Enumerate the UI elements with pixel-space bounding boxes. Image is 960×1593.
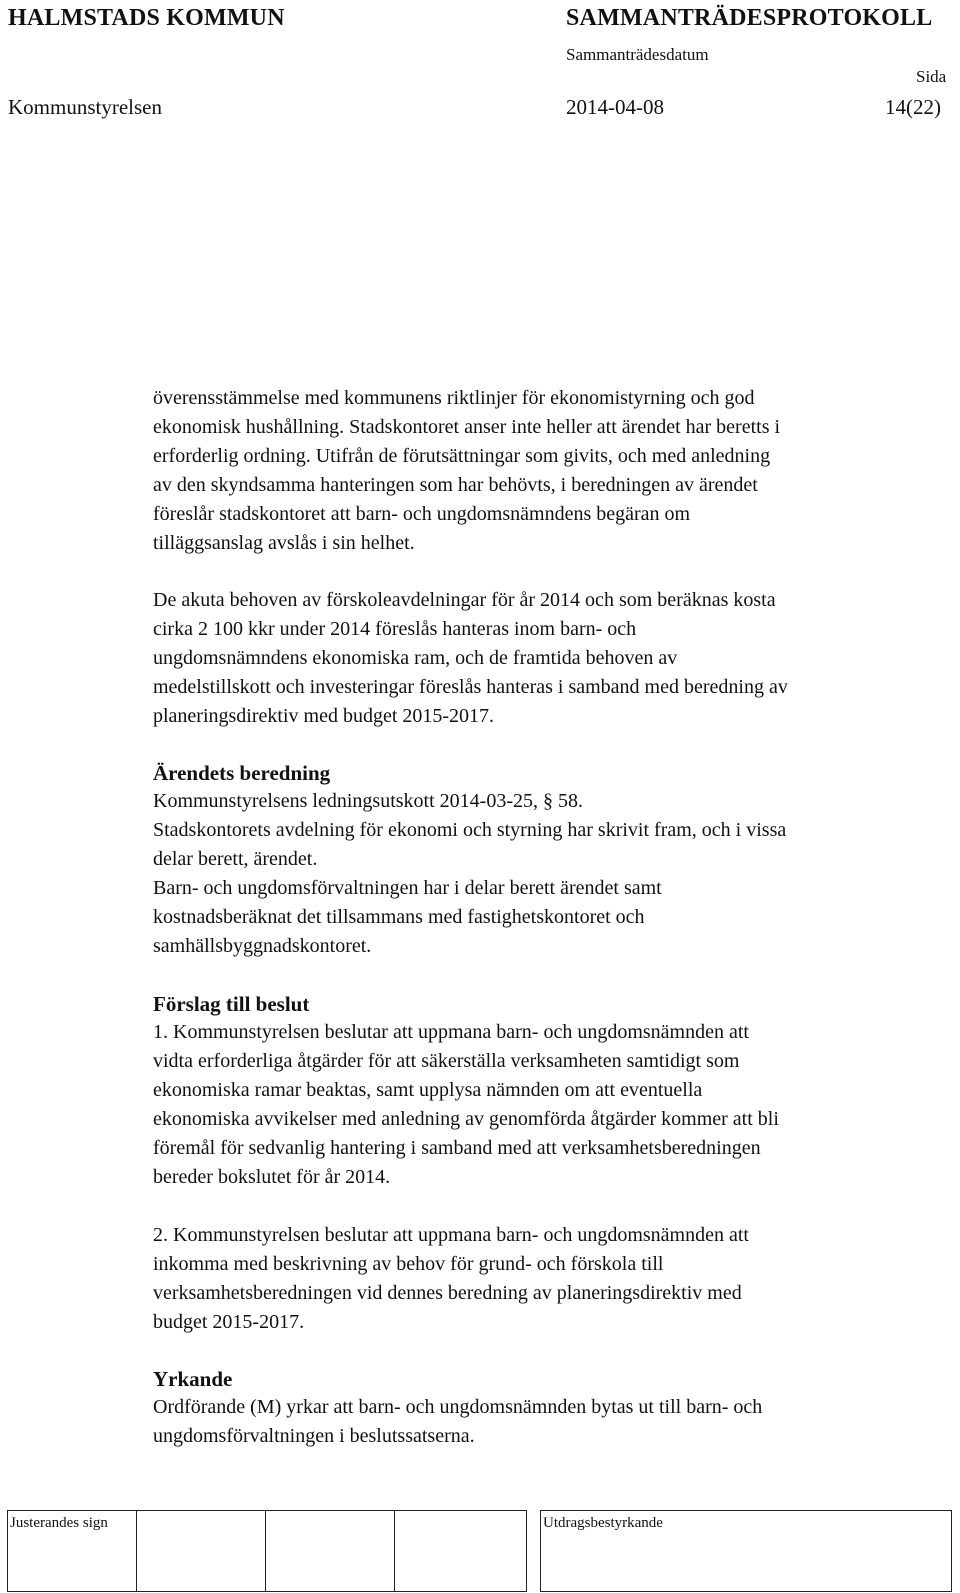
page-number: 14(22) [885,95,941,119]
text-line: föreslår stadskontoret att barn- och ungdomsnämndens begäran om [153,503,691,525]
text-line: ekonomiska ramar beaktas, samt upplysa nämnden om att eventuella [153,1079,703,1101]
forslag-item-1 [153,1018,953,1192]
text-line: ungdomsnämndens ekonomiska ram, och de framtida behoven av [153,647,678,669]
text-line: medelstillskott och investeringar föreslås hanteras i samband med beredning av [153,676,788,698]
extract-label: Utdragsbestyrkande [543,1515,663,1531]
text-line: samhällsbyggnadskontoret. [153,935,372,957]
text-line: verksamhetsberedningen vid dennes beredning av planeringsdirektiv med [153,1282,742,1304]
text-line: bereder bokslutet för år 2014. [153,1166,391,1188]
text-line: 1. Kommunstyrelsen beslutar att uppmana barn- och ungdomsnämnden att [153,1021,749,1043]
text-line: ekonomiska avvikelser med anledning av genomförda åtgärder kommer att bli [153,1108,779,1130]
text-line: ekonomisk hushållning. Stadskontoret anser inte heller att ärendet har beretts i [153,416,781,438]
signature-label: Justerandes sign [10,1515,108,1531]
text-line: De akuta behoven av förskoleavdelningar för år 2014 och som beräknas kosta [153,589,776,611]
text-line: ungdomsförvaltningen i beslutssatserna. [153,1425,475,1447]
meeting-date: 2014-04-08 [566,95,664,119]
text-line: cirka 2 100 kkr under 2014 föreslås hanteras inom barn- och [153,618,637,640]
section-heading-forslag: Förslag till beslut [153,992,310,1016]
signature-box-4 [394,1510,527,1592]
text-line: planeringsdirektiv med budget 2015-2017. [153,705,495,727]
text-line: tilläggsanslag avslås i sin helhet. [153,532,415,554]
yrkande-text [153,1393,953,1451]
extract-box [540,1510,952,1592]
text-line: Barn- och ungdomsförvaltningen har i delar berett ärendet samt [153,877,662,899]
paragraph-2 [153,586,953,731]
signature-box-1 [7,1510,137,1592]
text-line: budget 2015-2017. [153,1311,305,1333]
document-type: SAMMANTRÄDESPROTOKOLL [566,5,933,31]
paragraph-1 [153,384,953,558]
text-line: kostnadsberäknat det tillsammans med fastighetskontoret och [153,906,645,928]
text-line: vidta erforderliga åtgärder för att säkerställa verksamheten samtidigt som [153,1050,740,1072]
body-name: Kommunstyrelsen [8,95,162,119]
text-line: Kommunstyrelsens ledningsutskott 2014-03-25, § 58. [153,790,583,812]
text-line: Ordförande (M) yrkar att barn- och ungdomsnämnden bytas ut till barn- och [153,1396,763,1418]
text-line: inkomma med beskrivning av behov för grund- och förskola till [153,1253,664,1275]
text-line: föremål för sedvanlig hantering i samband med att verksamhetsberedningen [153,1137,761,1159]
section-heading-yrkande: Yrkande [153,1367,233,1391]
text-line: överensstämmelse med kommunens riktlinjer för ekonomistyrning och god [153,387,755,409]
text-line: erforderlig ordning. Utifrån de förutsättningar som givits, och med anledning [153,445,771,467]
signature-box-2 [136,1510,266,1592]
beredning-text [153,787,953,961]
text-line: 2. Kommunstyrelsen beslutar att uppmana barn- och ungdomsnämnden att [153,1224,749,1246]
text-line: Stadskontorets avdelning för ekonomi och styrning har skrivit fram, och i vissa [153,819,787,841]
section-heading-beredning: Ärendets beredning [153,761,331,785]
page-label: Sida [916,67,947,86]
forslag-item-2 [153,1221,953,1337]
signature-box-3 [265,1510,395,1592]
org-name: HALMSTADS KOMMUN [8,5,285,31]
date-label: Sammanträdesdatum [566,45,709,64]
text-line: av den skyndsamma hanteringen som har behövts, i beredningen av ärendet [153,474,758,496]
text-line: delar berett, ärendet. [153,848,318,870]
